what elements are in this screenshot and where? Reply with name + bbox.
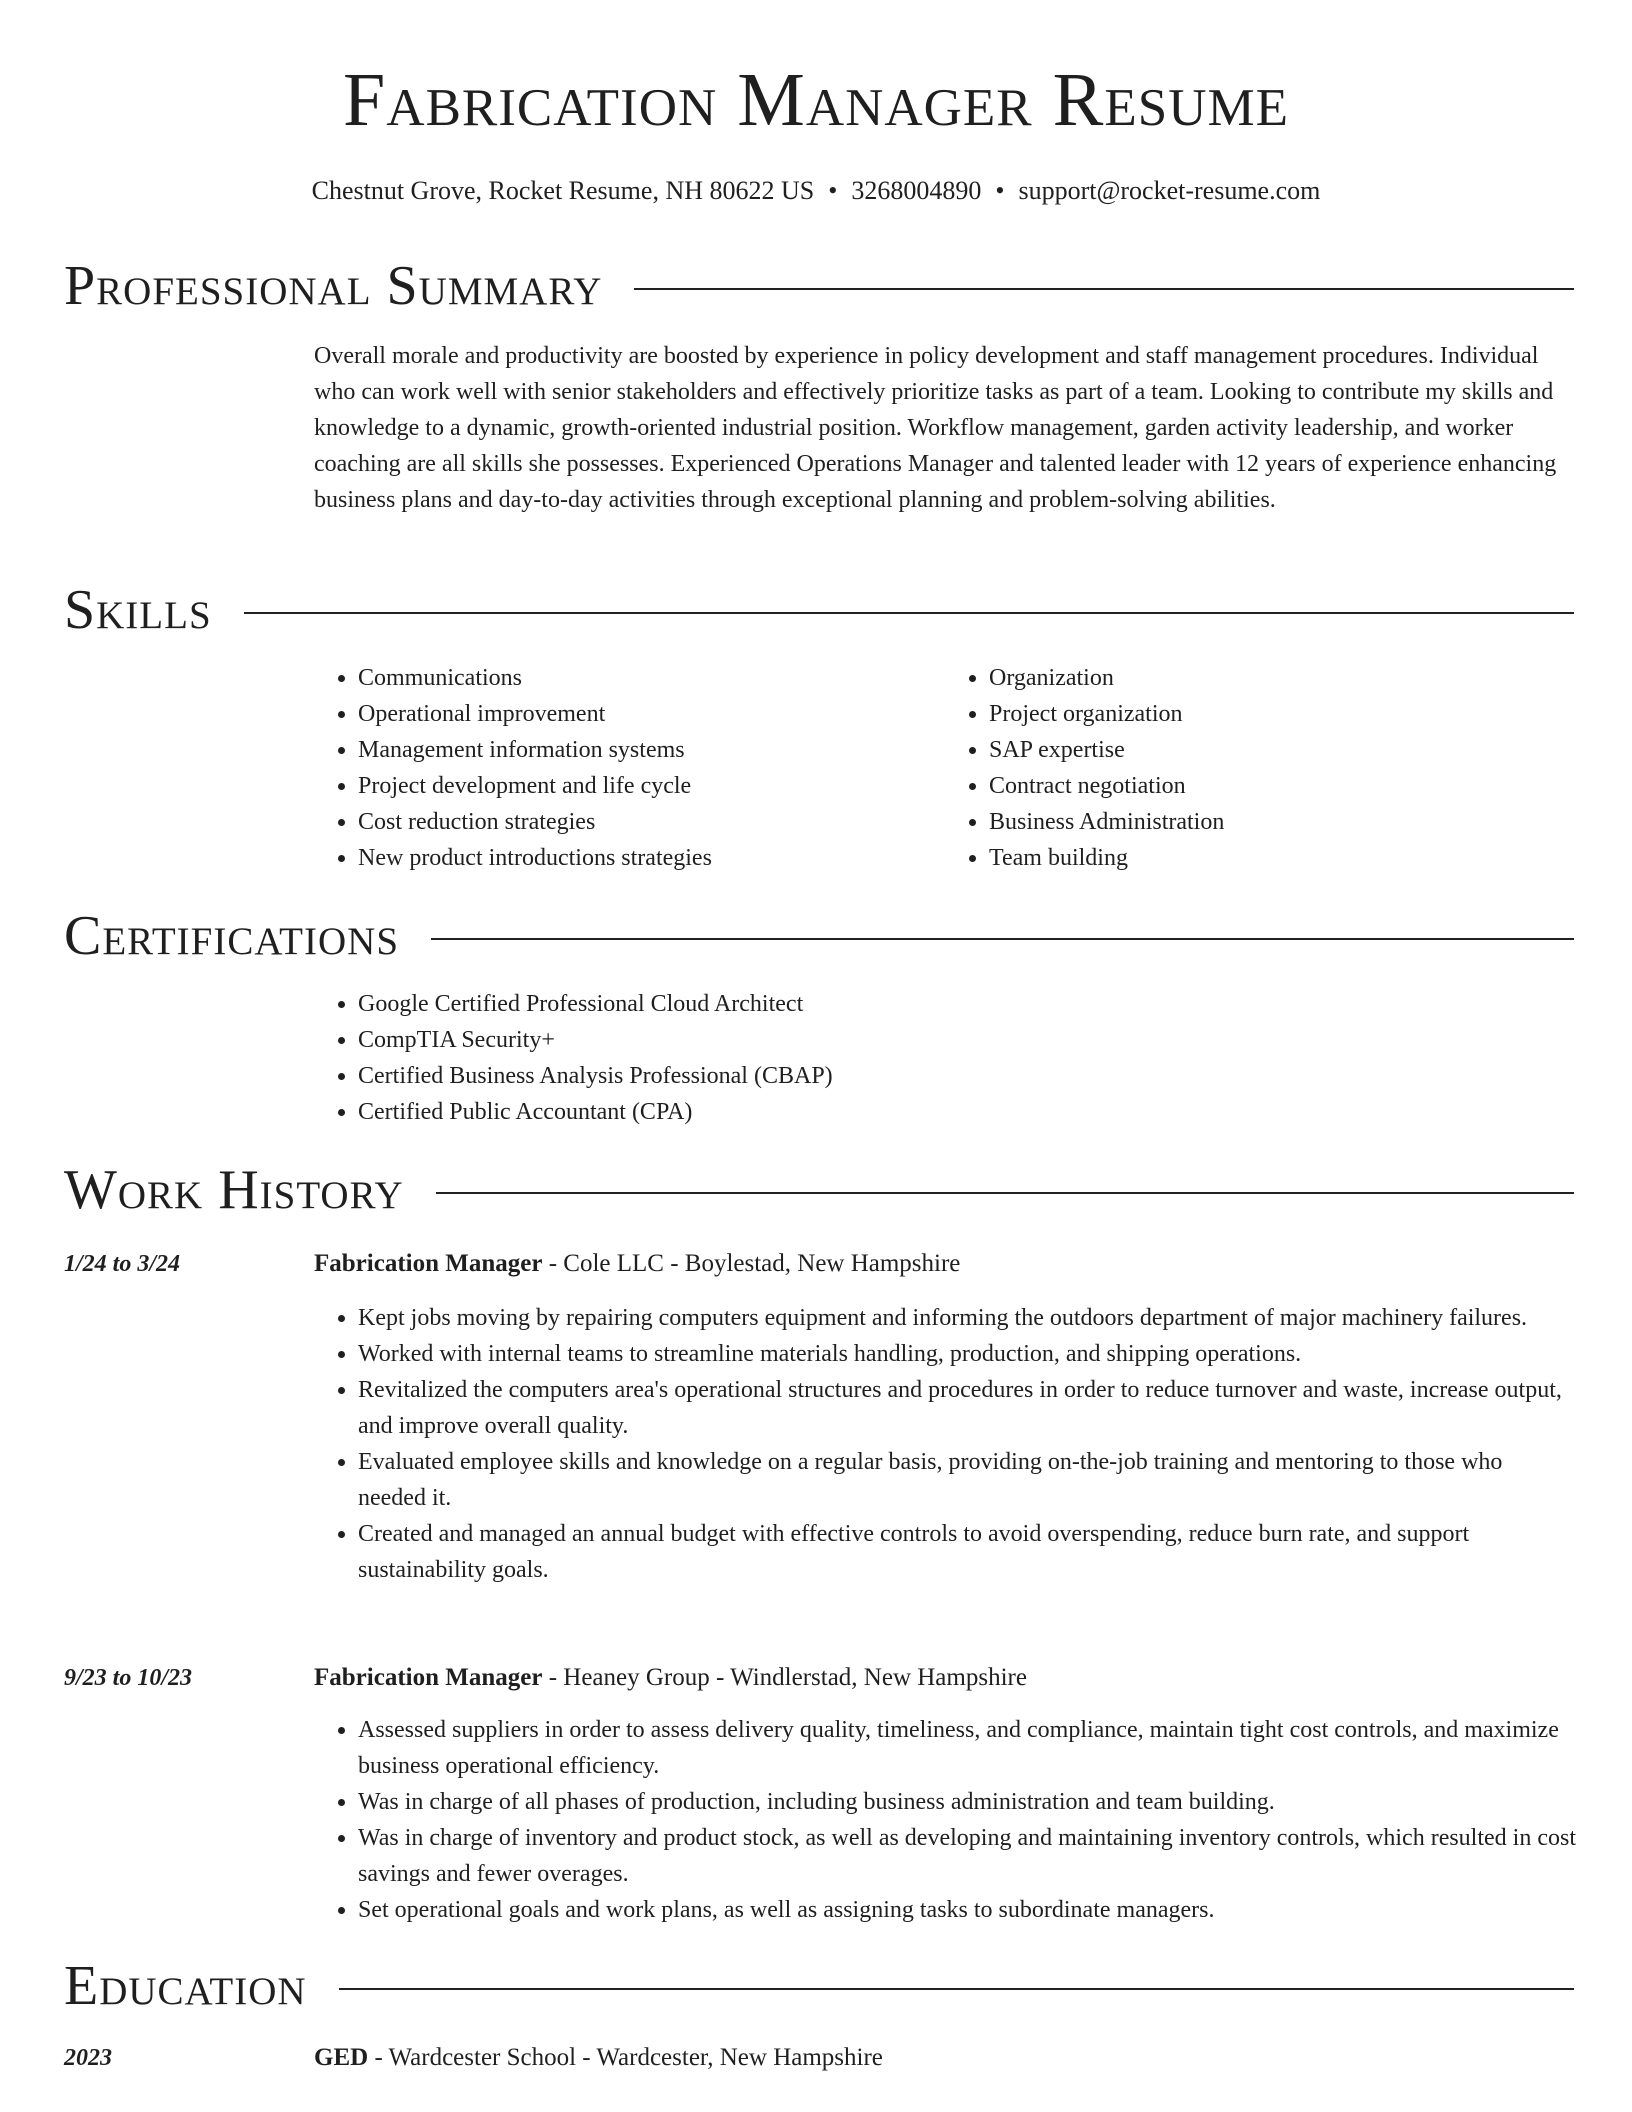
- skill-item: • Management information systems: [358, 732, 945, 768]
- contact-separator: •: [995, 176, 1005, 205]
- job-bullet: • Assessed suppliers in order to assess delivery quality, timeliness, and compliance, maintain tight cost controls, and maximize business operational efficiency.: [358, 1712, 1576, 1784]
- section-divider: [431, 938, 1574, 940]
- skill-item: • SAP expertise: [989, 732, 1576, 768]
- education-details: - Wardcester School - Wardcester, New Hampshire: [368, 2044, 883, 2071]
- skill-item: • Project development and life cycle: [358, 768, 945, 804]
- education-section-header: [64, 1956, 1574, 2016]
- certification-item: • Certified Business Analysis Professional (CBAP): [358, 1058, 1576, 1094]
- certification-item: • CompTIA Security+: [358, 1022, 1576, 1058]
- job-heading: [314, 1660, 1027, 1696]
- job-details: - Cole LLC - Boylestad, New Hampshire: [542, 1250, 961, 1277]
- contact-line: [0, 175, 1632, 206]
- job-dates: 1/24 to 3/24: [64, 1251, 181, 1277]
- contact-email: support@rocket-resume.com: [1018, 176, 1321, 205]
- skill-item: • Cost reduction strategies: [358, 804, 945, 840]
- job-bullet: • Kept jobs moving by repairing computers equipment and informing the outdoors department of major machinery failures.: [358, 1300, 1576, 1336]
- job-dates: 9/23 to 10/23: [64, 1665, 193, 1691]
- summary-body: [314, 338, 1576, 518]
- job-title: Fabrication Manager: [314, 1250, 543, 1277]
- certification-item: • Certified Public Accountant (CPA): [358, 1094, 1576, 1130]
- work-heading: Work History: [64, 1159, 404, 1221]
- skills-body: [314, 660, 1576, 876]
- certifications-body: [314, 986, 1576, 1130]
- resume-title: Fabrication Manager Resume: [343, 58, 1289, 142]
- job-title: Fabrication Manager: [314, 1664, 543, 1691]
- education-heading-line: [314, 2040, 883, 2076]
- skill-item: • Operational improvement: [358, 696, 945, 732]
- job-bullet: • Revitalized the computers area's operational structures and procedures in order to reduce turnover and waste, increase output, and improve overall quality.: [358, 1372, 1576, 1444]
- skill-item: • Project organization: [989, 696, 1576, 732]
- section-divider: [436, 1192, 1574, 1194]
- education-heading: Education: [64, 1955, 307, 2017]
- summary-text: Overall morale and productivity are boosted by experience in policy development and staff management procedures. Individual who can work well with senior stakeholders and effectively prioritize tasks as part of a team. Looking to contribute my skills and knowledge to a dynamic, growth-oriented industrial position. Workflow management, garden activity leadership, and worker coaching are all skills she possesses. Experienced Operations Manager and talented leader with 12 years of experience enhancing business plans and day-to-day activities through exceptional planning and problem-solving abilities.: [314, 343, 1557, 513]
- certifications-heading: Certifications: [64, 905, 400, 967]
- certifications-list: [314, 986, 1576, 1130]
- contact-separator: •: [828, 176, 838, 205]
- skill-item: • Communications: [358, 660, 945, 696]
- job-bullet: • Evaluated employee skills and knowledge on a regular basis, providing on-the-job training and mentoring to those who needed it.: [358, 1444, 1576, 1516]
- education-year: 2023: [64, 2045, 112, 2071]
- job-bullet: • Created and managed an annual budget with effective controls to avoid overspending, reduce burn rate, and support sustainability goals.: [358, 1516, 1576, 1588]
- work-section-header: [64, 1160, 1574, 1220]
- skill-item: • Contract negotiation: [989, 768, 1576, 804]
- job-bullet: • Was in charge of all phases of production, including business administration and team building.: [358, 1784, 1576, 1820]
- skills-section-header: [64, 580, 1574, 640]
- section-divider: [634, 288, 1574, 290]
- job-heading: [314, 1246, 960, 1282]
- job-bullets: [314, 1300, 1576, 1588]
- education-degree: GED: [314, 2044, 369, 2071]
- section-divider: [339, 1988, 1574, 1990]
- job-bullet: • Was in charge of inventory and product stock, as well as developing and maintaining inventory controls, which resulted in cost savings and fewer overages.: [358, 1820, 1576, 1892]
- skill-item: • Team building: [989, 840, 1576, 876]
- job-bullets: [314, 1712, 1576, 1928]
- contact-address: Chestnut Grove, Rocket Resume, NH 80622 US: [311, 176, 815, 205]
- skills-list-right: [945, 660, 1576, 876]
- summary-heading: Professional Summary: [64, 255, 603, 317]
- job-details: - Heaney Group - Windlerstad, New Hampshire: [542, 1664, 1027, 1691]
- summary-section-header: [64, 256, 1574, 316]
- section-divider: [244, 612, 1574, 614]
- skills-heading: Skills: [64, 579, 212, 641]
- skill-item: • Organization: [989, 660, 1576, 696]
- skill-item: • New product introductions strategies: [358, 840, 945, 876]
- job-bullet: • Set operational goals and work plans, as well as assigning tasks to subordinate managers.: [358, 1892, 1576, 1928]
- skills-list-left: [314, 660, 945, 876]
- certification-item: • Google Certified Professional Cloud Architect: [358, 986, 1576, 1022]
- job-bullet: • Worked with internal teams to streamline materials handling, production, and shipping operations.: [358, 1336, 1576, 1372]
- contact-phone: 3268004890: [851, 176, 982, 205]
- certifications-section-header: [64, 906, 1574, 966]
- skill-item: • Business Administration: [989, 804, 1576, 840]
